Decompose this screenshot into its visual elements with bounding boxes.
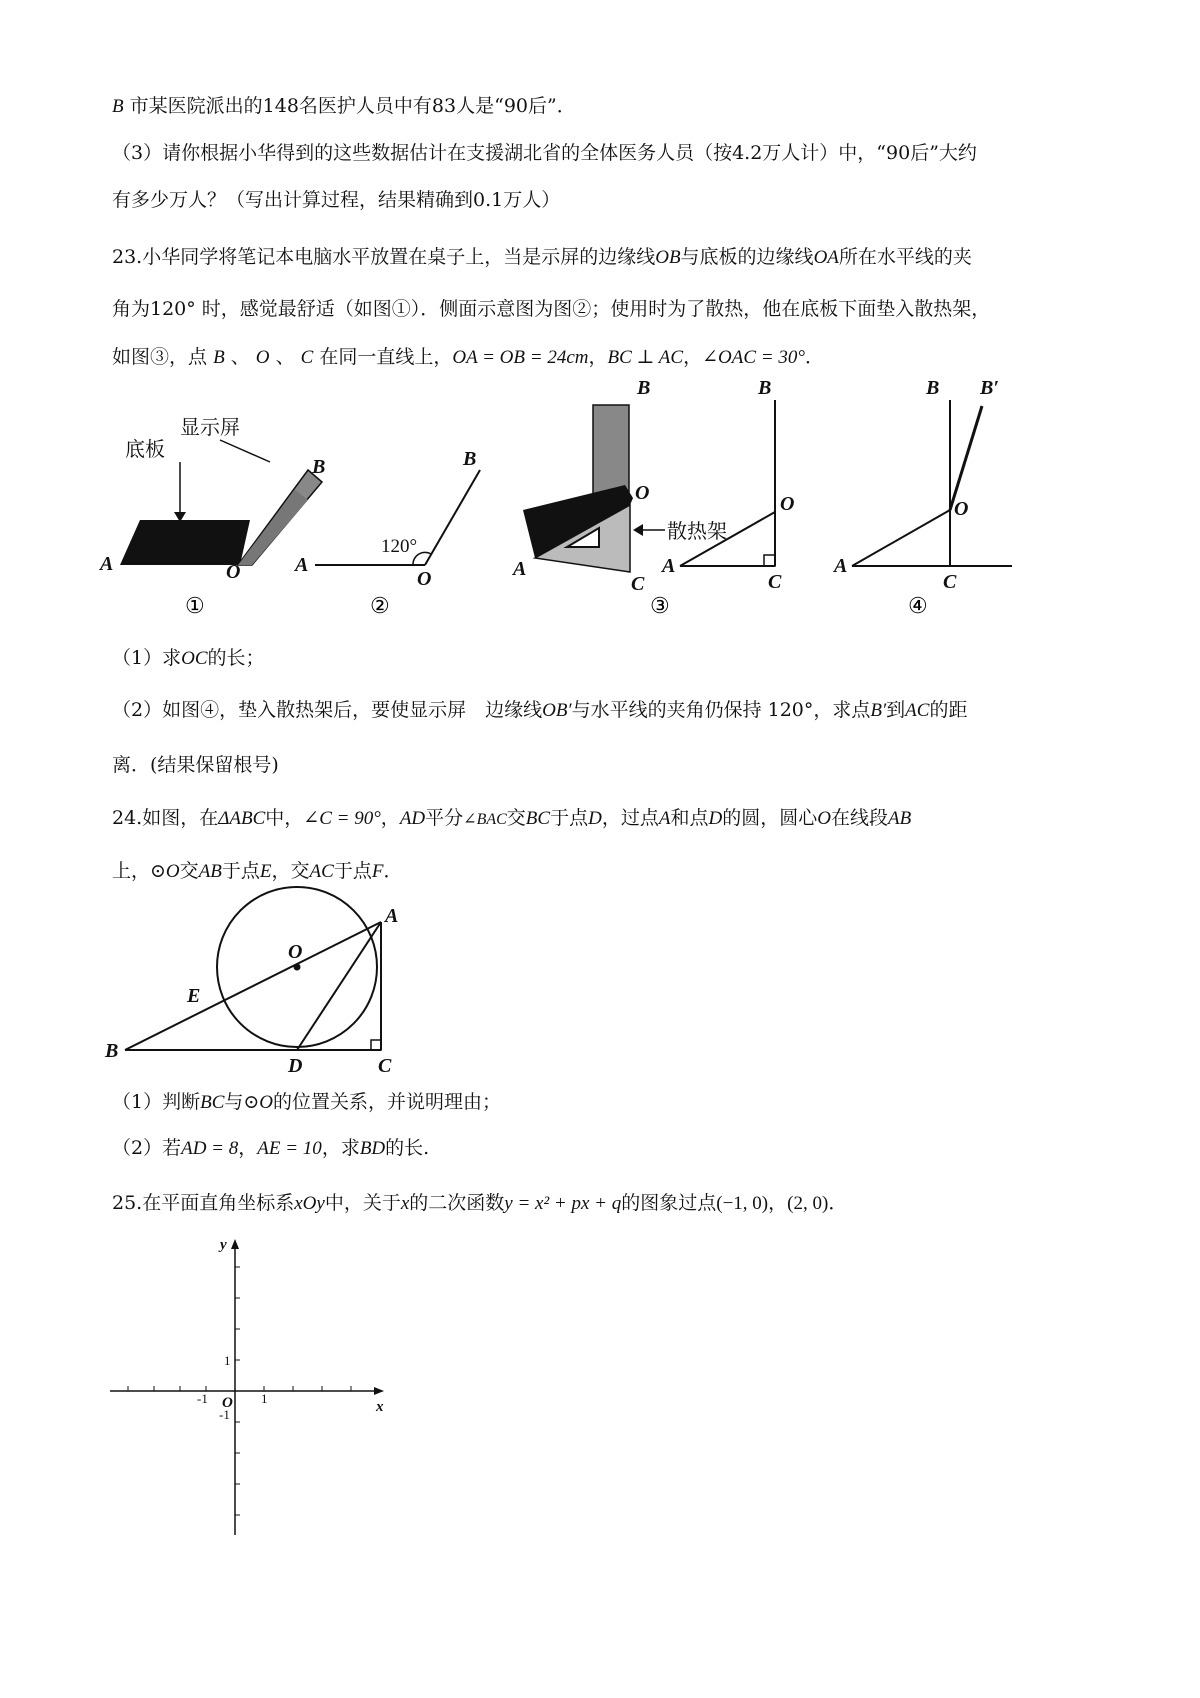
text-line-1 — [112, 93, 576, 120]
q23-text: 、 — [230, 346, 250, 368]
q24-part-2 — [112, 1135, 429, 1162]
q23-var: O — [255, 347, 270, 368]
q24-text: 于点 — [333, 860, 372, 882]
text-line-3: 有多少万人？（写出计算过程，结果精确到0.1万人） — [112, 189, 561, 211]
q25-var: x — [400, 1193, 410, 1214]
label-a: A — [100, 553, 114, 575]
q23-var: OB — [655, 247, 681, 268]
q25-text: ， — [768, 1192, 788, 1214]
q25-formula: y = x² + px + q — [504, 1193, 622, 1214]
label-e: E — [187, 985, 201, 1007]
figure-3-schematic — [650, 377, 800, 620]
q23-text: 如图③，点 — [112, 346, 208, 368]
q24-text: 24.如图，在 — [112, 807, 219, 829]
tick-neg-1-x: -1 — [197, 1391, 208, 1406]
label-b: B — [312, 456, 326, 478]
q24-line-2 — [112, 858, 402, 885]
label-o: O — [417, 568, 432, 590]
q23-var: OB′ — [542, 700, 572, 721]
q23-line-2: 角为120° 时，感觉最舒适（如图①）．侧面示意图为图②；使用时为了散热，他在底板下面垫入散热架， — [112, 298, 991, 320]
q25-text: ． — [828, 1192, 848, 1214]
var-b: B — [112, 96, 124, 117]
q25-var: xOy — [294, 1193, 325, 1214]
q23-var: C — [300, 347, 314, 368]
label-c: C — [378, 1055, 392, 1077]
caption-2: ② — [370, 594, 390, 619]
q23-part-2 — [112, 697, 967, 724]
y-arrow — [231, 1239, 239, 1249]
line-ob — [425, 470, 480, 565]
line-ao — [852, 510, 950, 566]
label-a: A — [834, 555, 848, 577]
q24-text: 在线段 — [830, 807, 888, 829]
tick-1-y: 1 — [224, 1353, 231, 1368]
figure-24-circle — [105, 900, 405, 1080]
q23-text: ， — [683, 346, 703, 368]
q23-var: B′ — [870, 700, 887, 721]
q24-text: 的长. — [385, 1137, 430, 1159]
screen-pointer — [220, 440, 270, 462]
q24-var: BC — [200, 1092, 225, 1113]
q24-text: ，过点 — [601, 807, 659, 829]
coordinate-axes — [100, 1235, 400, 1535]
right-angle-mark — [371, 1040, 381, 1050]
q24-text: （2）若 — [112, 1137, 182, 1159]
q23-formula: OA = OB = 24cm — [452, 347, 589, 368]
label-angle: 120° — [381, 536, 418, 557]
label-b: B — [463, 448, 477, 470]
q24-text: 于点 — [550, 807, 589, 829]
q23-text: 与水平线的夹角仍保持 120°，求点 — [571, 699, 871, 721]
x-arrow — [374, 1387, 384, 1395]
q24-var: AD = 8 — [181, 1138, 239, 1159]
arrow-head — [633, 524, 643, 536]
q24-part-1 — [112, 1089, 501, 1116]
label-o: O — [780, 493, 795, 515]
figure-2-side-view — [295, 440, 495, 620]
text-line-2: （3）请你根据小华得到的这些数据估计在支援湖北省的全体医务人员（按4.2万人计）中，“90后”大约 — [112, 142, 977, 164]
q24-text: ， — [238, 1137, 258, 1159]
label-o: O — [226, 561, 241, 583]
q23-text: ． — [804, 346, 824, 368]
q24-var: F — [371, 861, 384, 882]
caption-3: ③ — [650, 594, 670, 619]
q23-text: 与底板的边缘线 — [680, 246, 814, 268]
q24-text: ． — [383, 860, 403, 882]
q24-text: （1）判断 — [112, 1091, 201, 1113]
q23-text: 的长； — [207, 647, 265, 669]
q24-text: 上， — [112, 860, 151, 882]
q24-var: O — [817, 808, 831, 829]
q24-text: ， — [380, 807, 400, 829]
caption-1: ① — [185, 594, 205, 619]
label-origin: O — [222, 1395, 233, 1411]
q24-var: ⊙O — [243, 1092, 274, 1113]
center-dot — [294, 964, 301, 971]
label-base: 底板 — [125, 437, 165, 461]
label-x: x — [376, 1399, 384, 1415]
label-b: B — [758, 377, 772, 399]
q24-var: AB — [887, 808, 912, 829]
label-c: C — [768, 571, 782, 593]
q23-var: OC — [181, 648, 208, 669]
q24-text: 平分 — [425, 807, 464, 829]
q24-var: ∠BAC — [463, 811, 507, 828]
q23-text: 所在水平线的夹 — [838, 246, 972, 268]
line-da — [297, 922, 381, 1050]
q23-var: AC — [905, 700, 930, 721]
q24-var: AE = 10 — [257, 1138, 322, 1159]
q24-text: 交 — [179, 860, 199, 882]
label-o: O — [635, 482, 650, 504]
q24-text: ，求 — [321, 1137, 360, 1159]
line-1-text: 市某医院派出的148名医护人员中有83人是“90后”． — [129, 95, 576, 117]
label-b: B — [105, 1040, 119, 1062]
label-b-prime: B′ — [980, 377, 999, 399]
q24-text: 中， — [265, 807, 304, 829]
label-d: D — [288, 1055, 303, 1077]
base-plate — [120, 520, 250, 565]
q23-text: （2）如图④，垫入散热架后，要使显示屏 边缘线 — [112, 699, 543, 721]
label-screen: 显示屏 — [180, 415, 240, 439]
q24-text: 交 — [506, 807, 526, 829]
q24-text: 的圆，圆心 — [722, 807, 818, 829]
q24-var: BC — [525, 808, 551, 829]
line-ob-prime — [950, 406, 982, 510]
label-a: A — [513, 558, 527, 580]
label-c: C — [943, 571, 957, 593]
q24-var: A — [658, 808, 671, 829]
q25-point: (2, 0) — [787, 1193, 829, 1214]
q23-text: 的距 — [929, 699, 968, 721]
label-a: A — [385, 905, 399, 927]
label-c: C — [631, 573, 645, 595]
q23-formula: BC ⊥ AC — [607, 347, 684, 368]
q23-part-2-cont: 离．(结果保留根号) — [112, 754, 279, 776]
q25-text: 25.在平面直角坐标系 — [112, 1192, 295, 1214]
line-ao — [680, 512, 775, 566]
q25-point: (−1, 0) — [716, 1193, 769, 1214]
q24-var: ⊙O — [150, 861, 180, 882]
q25-text: 中，关于 — [324, 1192, 401, 1214]
label-o: O — [954, 498, 969, 520]
label-a: A — [295, 554, 309, 576]
q25-line-1 — [112, 1190, 847, 1217]
q23-formula: ∠OAC = 30° — [702, 347, 805, 368]
q23-part-1 — [112, 645, 265, 672]
q23-line-3 — [112, 344, 824, 371]
q24-var: BD — [359, 1138, 386, 1159]
q24-var: AD — [399, 808, 426, 829]
q24-text: 与 — [224, 1091, 244, 1113]
q23-text: 在同一直线上， — [319, 346, 453, 368]
q24-var: ΔABC — [218, 808, 266, 829]
q23-text: （1）求 — [112, 647, 182, 669]
label-o: O — [288, 941, 303, 963]
line-ba — [125, 922, 381, 1050]
caption-4: ④ — [908, 594, 928, 619]
figure-4-schematic — [830, 377, 1030, 620]
q24-var: ∠C = 90° — [303, 808, 381, 829]
q25-text: 的图象过点 — [621, 1192, 717, 1214]
label-y: y — [220, 1237, 227, 1253]
label-stand: 散热架 — [667, 519, 727, 543]
q24-line-1 — [112, 805, 911, 833]
q23-line-1 — [112, 244, 972, 271]
q24-text: 和点 — [670, 807, 709, 829]
label-b: B — [637, 377, 651, 399]
q23-text: ， — [588, 346, 608, 368]
right-angle-mark — [764, 555, 775, 566]
q23-text: 到 — [886, 699, 906, 721]
q23-var: B — [213, 347, 225, 368]
q24-text: ，交 — [271, 860, 310, 882]
q24-var: D — [708, 808, 723, 829]
tick-1-x: 1 — [261, 1391, 268, 1406]
q24-text: 的位置关系，并说明理由； — [273, 1091, 502, 1113]
tick-neg-1-y: -1 — [219, 1407, 230, 1422]
label-b: B — [926, 377, 940, 399]
label-a: A — [662, 555, 676, 577]
q24-var: D — [588, 808, 602, 829]
q24-var: AB — [198, 861, 222, 882]
q23-text: 23.小华同学将笔记本电脑水平放置在桌子上，当是示屏的边缘线 — [112, 246, 656, 268]
q24-var: AC — [309, 861, 334, 882]
q24-text: 于点 — [221, 860, 260, 882]
q23-text: 、 — [275, 346, 295, 368]
q25-text: 的二次函数 — [409, 1192, 505, 1214]
q23-var: OA — [813, 247, 839, 268]
q24-var: E — [259, 861, 272, 882]
